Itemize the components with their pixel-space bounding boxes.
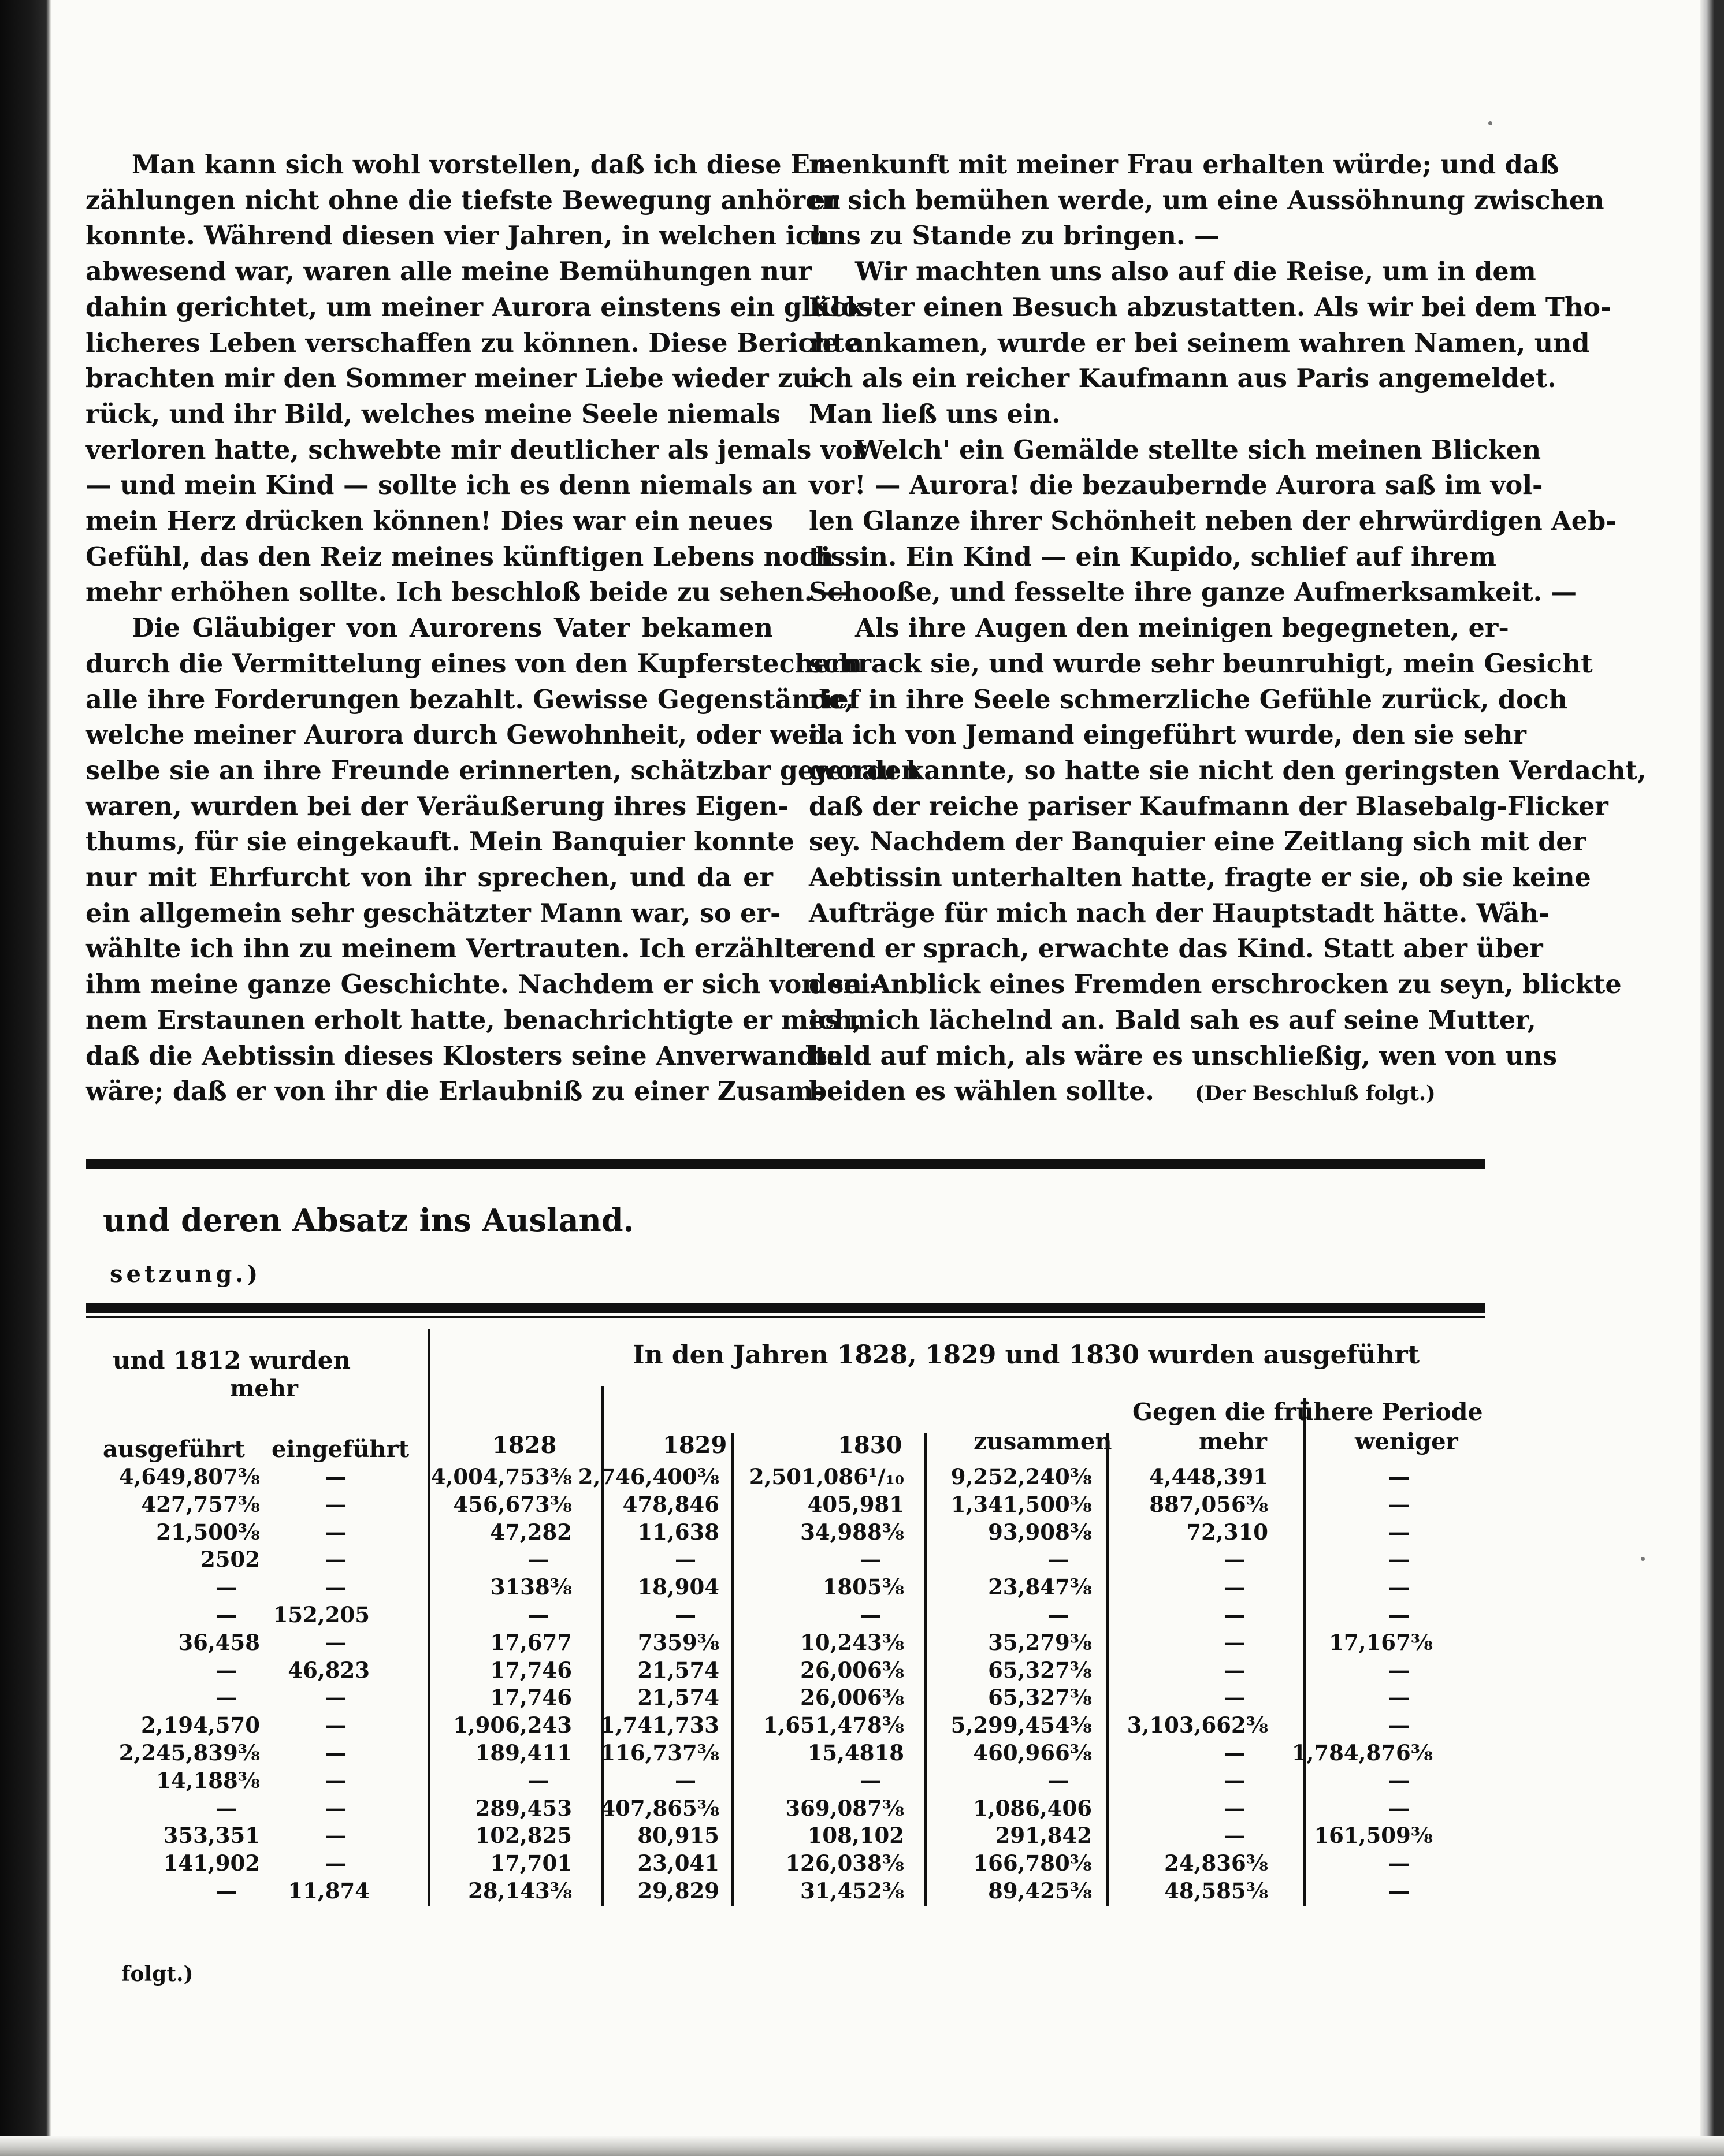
- table-top-rule-thin: [86, 1316, 1485, 1318]
- table-cell: —: [1388, 1574, 1410, 1600]
- text-line: wählte ich ihn zu meinem Vertrauten. Ich erzählte: [86, 934, 812, 964]
- page-edge-right: [1700, 0, 1724, 2156]
- table-cell: 1,741,733: [600, 1712, 719, 1738]
- text-line: rend er sprach, erwachte das Kind. Statt aber über: [809, 934, 1543, 964]
- column-header: 1828: [492, 1432, 557, 1459]
- text-line: Welch' ein Gemälde stellte sich meinen Blicken: [855, 434, 1541, 465]
- table-cell: 478,846: [622, 1491, 719, 1517]
- table-cell: 166,780⅜: [973, 1850, 1092, 1876]
- table-cell: 5,299,454⅜: [950, 1712, 1092, 1738]
- table-cell: 1,086,406: [973, 1795, 1092, 1821]
- text-line: Man kann sich wohl vorstellen, daß ich diese Er-: [132, 150, 834, 180]
- table-cell: —: [527, 1602, 549, 1627]
- column-separator: [924, 1433, 927, 1906]
- table-cell: 4,448,391: [1149, 1464, 1268, 1489]
- right-text-column: [809, 147, 1647, 1112]
- table-cell: —: [675, 1767, 696, 1793]
- column-separator: [731, 1433, 734, 1906]
- column-header: zusammen: [974, 1428, 1112, 1455]
- table-cell: 17,167⅜: [1329, 1629, 1433, 1655]
- table-cell: 28,143⅜: [468, 1878, 572, 1904]
- table-cell: —: [325, 1712, 347, 1738]
- text-line: wäre; daß er von ihr die Erlaubniß zu einer Zusam-: [86, 1076, 824, 1107]
- table-cell: 11,874: [288, 1878, 370, 1904]
- table-cell: —: [1388, 1850, 1410, 1876]
- text-line: mehr erhöhen sollte. Ich beschloß beide zu sehen. —: [86, 577, 848, 608]
- table-cell: 35,279⅜: [988, 1629, 1092, 1655]
- table-cell: 1805⅜: [822, 1574, 904, 1600]
- beschluss-note: (Der Beschluß folgt.): [1194, 1081, 1436, 1106]
- table-cell: 9,252,240⅜: [950, 1464, 1092, 1489]
- column-header: 1830: [838, 1432, 902, 1459]
- table-cell: 4,004,753⅜: [430, 1464, 572, 1489]
- table-cell: —: [216, 1878, 237, 1904]
- table-cell: 189,411: [475, 1740, 572, 1765]
- column-separator: [1106, 1433, 1109, 1906]
- table-cell: 4,649,807⅜: [118, 1464, 260, 1489]
- text-line: Die Gläubiger von Aurorens Vater bekamen: [132, 613, 773, 644]
- table-cell: 887,056⅜: [1149, 1491, 1268, 1517]
- table-cell: 116,737⅜: [600, 1740, 719, 1765]
- table-cell: —: [527, 1767, 549, 1793]
- table-cell: —: [1388, 1767, 1410, 1793]
- table-cell: 34,988⅜: [800, 1519, 904, 1545]
- table-cell: —: [675, 1547, 696, 1573]
- table-cell: 108,102: [807, 1823, 904, 1849]
- text-line: mein Herz drücken können! Dies war ein neues: [86, 506, 773, 537]
- text-line: nem Erstaunen erholt hatte, benachrichtigte er mich,: [86, 1005, 862, 1035]
- text-line: sey. Nachdem der Banquier eine Zeitlang sich mit der: [809, 827, 1586, 857]
- text-line: dahin gerichtet, um meiner Aurora einstens ein glück-: [86, 292, 874, 322]
- table-cell: 29,829: [637, 1878, 719, 1904]
- table-cell: —: [1224, 1547, 1245, 1573]
- table-cell: 161,509⅜: [1314, 1823, 1433, 1849]
- text-line: selbe sie an ihre Freunde erinnerten, schätzbar geworden: [86, 755, 920, 786]
- table-cell: 289,453: [475, 1795, 572, 1821]
- table-cell: —: [325, 1491, 347, 1517]
- table-cell: —: [1224, 1574, 1245, 1600]
- table-cell: —: [325, 1574, 347, 1600]
- table-cell: —: [216, 1657, 237, 1683]
- column-header: mehr: [1199, 1428, 1267, 1455]
- text-line: schrack sie, und wurde sehr beunruhigt, mein Gesicht: [809, 648, 1593, 679]
- table-cell: 2,746,400⅜: [578, 1464, 719, 1489]
- table-cell: —: [325, 1547, 347, 1573]
- text-line: daß die Aebtissin dieses Klosters seine Anverwandte: [86, 1040, 844, 1071]
- table-cell: 17,746: [490, 1685, 572, 1711]
- table-cell: 369,087⅜: [785, 1795, 904, 1821]
- table-cell: —: [325, 1685, 347, 1711]
- text-line: welche meiner Aurora durch Gewohnheit, oder weil: [86, 720, 828, 750]
- table-cell: 21,574: [637, 1657, 719, 1683]
- text-line: den Anblick eines Fremden erschrocken zu seyn, blickte: [809, 969, 1622, 1000]
- table-cell: 93,908⅜: [988, 1519, 1092, 1545]
- column-separator: [428, 1329, 430, 1906]
- table-cell: —: [325, 1850, 347, 1876]
- table-cell: 65,327⅜: [988, 1685, 1092, 1711]
- table-cell: —: [325, 1740, 347, 1765]
- text-line: verloren hatte, schwebte mir deutlicher als jemals vor: [86, 434, 866, 465]
- table-cell: —: [325, 1795, 347, 1821]
- table-cell: 23,847⅜: [988, 1574, 1092, 1600]
- text-line: Aufträge für mich nach der Hauptstadt hätte. Wäh-: [809, 898, 1550, 928]
- text-line: ihm meine ganze Geschichte. Nachdem er sich von sei-: [86, 969, 880, 1000]
- table-cell: —: [1224, 1740, 1245, 1765]
- table-cell: —: [1224, 1602, 1245, 1627]
- table-cell: 405,981: [807, 1491, 904, 1517]
- table-cell: 141,902: [163, 1850, 260, 1876]
- table-cell: 18,904: [637, 1574, 719, 1600]
- table-cell: —: [1388, 1464, 1410, 1489]
- table-cell: 24,836⅜: [1164, 1850, 1268, 1876]
- table-cell: 3,103,662⅜: [1127, 1712, 1268, 1738]
- text-line: durch die Vermittelung eines von den Kupferstechern: [86, 648, 863, 679]
- column-header: eingeführt: [272, 1436, 410, 1463]
- table-cell: 65,327⅜: [988, 1657, 1092, 1683]
- column-header: 1829: [663, 1432, 727, 1459]
- text-line: ich als ein reicher Kaufmann aus Paris angemeldet.: [809, 363, 1556, 394]
- table-cell: 456,673⅜: [453, 1491, 572, 1517]
- table-cell: 47,282: [490, 1519, 572, 1545]
- table-cell: —: [1388, 1685, 1410, 1711]
- table-cell: 89,425⅜: [988, 1878, 1092, 1904]
- section-subheading: setzung.): [110, 1261, 262, 1288]
- table-cell: —: [1388, 1547, 1410, 1573]
- table-cell: 26,006⅜: [800, 1685, 904, 1711]
- text-line: tissin. Ein Kind — ein Kupido, schlief auf ihrem: [809, 541, 1496, 572]
- text-line: alle ihre Forderungen bezahlt. Gewisse Gegenstände,: [86, 684, 854, 715]
- section-divider: [86, 1159, 1485, 1169]
- table-cell: 1,784,876⅜: [1291, 1740, 1433, 1765]
- table-cell: 46,823: [288, 1657, 370, 1683]
- text-line: zählungen nicht ohne die tiefste Bewegung anhören: [86, 185, 841, 215]
- table-cell: —: [860, 1547, 881, 1573]
- table-cell: —: [860, 1767, 881, 1793]
- text-line: abwesend war, waren alle meine Bemühungen nur: [86, 257, 812, 287]
- table-cell: 23,041: [637, 1850, 719, 1876]
- table-cell: 26,006⅜: [800, 1657, 904, 1683]
- table-cell: 17,701: [490, 1850, 572, 1876]
- text-line: konnte. Während diesen vier Jahren, in welchen ich: [86, 221, 830, 251]
- continuation-note: folgt.): [121, 1962, 194, 1986]
- table-cell: 7359⅜: [637, 1629, 719, 1655]
- text-line: daß der reiche pariser Kaufmann der Blasebalg-Flicker: [809, 791, 1608, 821]
- table-top-rule: [86, 1303, 1485, 1313]
- right-group-header: In den Jahren 1828, 1829 und 1830 wurden ausgeführt: [633, 1340, 1420, 1370]
- text-line: Wir machten uns also auf die Reise, um in dem: [855, 257, 1536, 287]
- table-cell: 1,906,243: [453, 1712, 572, 1738]
- text-line: thums, für sie eingekauft. Mein Banquier konnte: [86, 827, 795, 857]
- text-line: rück, und ihr Bild, welches meine Seele niemals: [86, 399, 781, 429]
- table-cell: 2502: [200, 1547, 260, 1573]
- table-cell: —: [675, 1602, 696, 1627]
- text-line: Man ließ uns ein.: [809, 399, 1061, 429]
- table-cell: 2,194,570: [141, 1712, 260, 1738]
- column-separator: [1303, 1398, 1306, 1906]
- text-line: rief in ihre Seele schmerzliche Gefühle zurück, doch: [809, 684, 1568, 715]
- table-cell: —: [1047, 1767, 1069, 1793]
- table-cell: —: [1388, 1795, 1410, 1821]
- table-cell: 21,500⅜: [156, 1519, 260, 1545]
- text-line: da ich von Jemand eingeführt wurde, den sie sehr: [809, 720, 1526, 750]
- page-edge-bottom: [0, 2136, 1724, 2156]
- table-cell: 17,677: [490, 1629, 572, 1655]
- left-group-header-line2: mehr: [230, 1375, 298, 1402]
- table-cell: —: [216, 1685, 237, 1711]
- table-cell: 291,842: [995, 1823, 1092, 1849]
- text-line: nur mit Ehrfurcht von ihr sprechen, und da er: [86, 863, 773, 893]
- text-line: re ankamen, wurde er bei seinem wahren Namen, und: [809, 328, 1590, 358]
- text-line: Kloster einen Besuch abzustatten. Als wir bei dem Tho-: [809, 292, 1611, 322]
- table-cell: —: [1224, 1823, 1245, 1849]
- table-cell: —: [1388, 1878, 1410, 1904]
- table-cell: 1,341,500⅜: [950, 1491, 1092, 1517]
- table-cell: 126,038⅜: [785, 1850, 904, 1876]
- table-cell: —: [1388, 1712, 1410, 1738]
- table-cell: 152,205: [273, 1602, 370, 1627]
- table-cell: 14,188⅜: [156, 1767, 260, 1793]
- table-cell: 17,746: [490, 1657, 572, 1683]
- section-heading: und deren Absatz ins Ausland.: [103, 1202, 634, 1239]
- text-line: er sich bemühen werde, um eine Aussöhnung zwischen: [809, 185, 1604, 215]
- table-cell: —: [1047, 1547, 1069, 1573]
- text-line: licheres Leben verschaffen zu können. Diese Berichte: [86, 328, 861, 358]
- table-cell: —: [1388, 1491, 1410, 1517]
- table-cell: —: [216, 1574, 237, 1600]
- table-cell: —: [325, 1767, 347, 1793]
- table-cell: 36,458: [178, 1629, 260, 1655]
- table-cell: 2,245,839⅜: [118, 1740, 260, 1765]
- left-text-column: [86, 147, 920, 1110]
- table-cell: —: [1224, 1657, 1245, 1683]
- text-line: — und mein Kind — sollte ich es denn niemals an: [86, 470, 797, 501]
- table-cell: 11,638: [637, 1519, 719, 1545]
- binding-shadow-left: [0, 0, 51, 2156]
- table-cell: —: [325, 1629, 347, 1655]
- text-line: beiden es wählen sollte. (Der Beschluß folgt.): [809, 1076, 1436, 1107]
- column-header: ausgeführt: [103, 1436, 245, 1463]
- text-line: uns zu Stande zu bringen. —: [809, 221, 1220, 251]
- table-cell: —: [216, 1795, 237, 1821]
- text-line: menkunft mit meiner Frau erhalten würde; und daß: [809, 150, 1559, 180]
- table-cell: —: [1224, 1685, 1245, 1711]
- table-cell: —: [325, 1823, 347, 1849]
- text-line: es mich lächelnd an. Bald sah es auf seine Mutter,: [809, 1005, 1536, 1035]
- table-cell: 427,757⅜: [141, 1491, 260, 1517]
- table-cell: 15,4818: [807, 1740, 904, 1765]
- table-cell: 2,501,086¹/₁₀: [749, 1464, 904, 1489]
- left-group-header-line1: und 1812 wurden: [113, 1346, 351, 1374]
- table-cell: 31,452⅜: [800, 1878, 904, 1904]
- table-cell: —: [1047, 1602, 1069, 1627]
- speck: [1641, 1557, 1645, 1561]
- table-cell: 3138⅜: [490, 1574, 572, 1600]
- table-cell: 72,310: [1186, 1519, 1268, 1545]
- text-line: Schooße, und fesselte ihre ganze Aufmerksamkeit. —: [809, 577, 1577, 608]
- table-cell: —: [325, 1519, 347, 1545]
- text-line: Aebtissin unterhalten hatte, fragte er sie, ob sie keine: [809, 863, 1591, 893]
- text-line: brachten mir den Sommer meiner Liebe wieder zu-: [86, 363, 822, 394]
- column-header: weniger: [1355, 1428, 1458, 1455]
- table-cell: 1,651,478⅜: [763, 1712, 904, 1738]
- table-cell: 21,574: [637, 1685, 719, 1711]
- text-line: waren, wurden bei der Veräußerung ihres Eigen-: [86, 791, 789, 821]
- table-cell: —: [1388, 1657, 1410, 1683]
- table-cell: —: [1388, 1602, 1410, 1627]
- text-line: vor! — Aurora! die bezaubernde Aurora saß im vol-: [809, 470, 1543, 501]
- table-cell: —: [860, 1602, 881, 1627]
- text-line: bald auf mich, als wäre es unschließig, wen von uns: [809, 1040, 1557, 1071]
- table-cell: —: [1388, 1519, 1410, 1545]
- text-line: genau kannte, so hatte sie nicht den geringsten Verdacht,: [809, 755, 1647, 786]
- table-cell: 460,966⅜: [973, 1740, 1092, 1765]
- table-cell: 10,243⅜: [800, 1629, 904, 1655]
- table-cell: —: [216, 1602, 237, 1627]
- table-cell: —: [1224, 1795, 1245, 1821]
- compare-header: Gegen die frühere Periode: [1132, 1398, 1483, 1426]
- table-cell: 353,351: [163, 1823, 260, 1849]
- table-cell: 80,915: [637, 1823, 719, 1849]
- table-cell: 102,825: [475, 1823, 572, 1849]
- speck: [1488, 121, 1492, 125]
- text-line: len Glanze ihrer Schönheit neben der ehrwürdigen Aeb-: [809, 506, 1617, 537]
- table-cell: —: [527, 1547, 549, 1573]
- table-cell: —: [1224, 1767, 1245, 1793]
- text-line: ein allgemein sehr geschätzter Mann war, so er-: [86, 898, 781, 928]
- table-cell: 407,865⅜: [600, 1795, 719, 1821]
- text-line: Gefühl, das den Reiz meines künftigen Lebens noch: [86, 541, 834, 572]
- table-cell: —: [1224, 1629, 1245, 1655]
- table-cell: —: [325, 1464, 347, 1489]
- text-line: Als ihre Augen den meinigen begegneten, er-: [855, 613, 1509, 644]
- table-cell: 48,585⅜: [1164, 1878, 1268, 1904]
